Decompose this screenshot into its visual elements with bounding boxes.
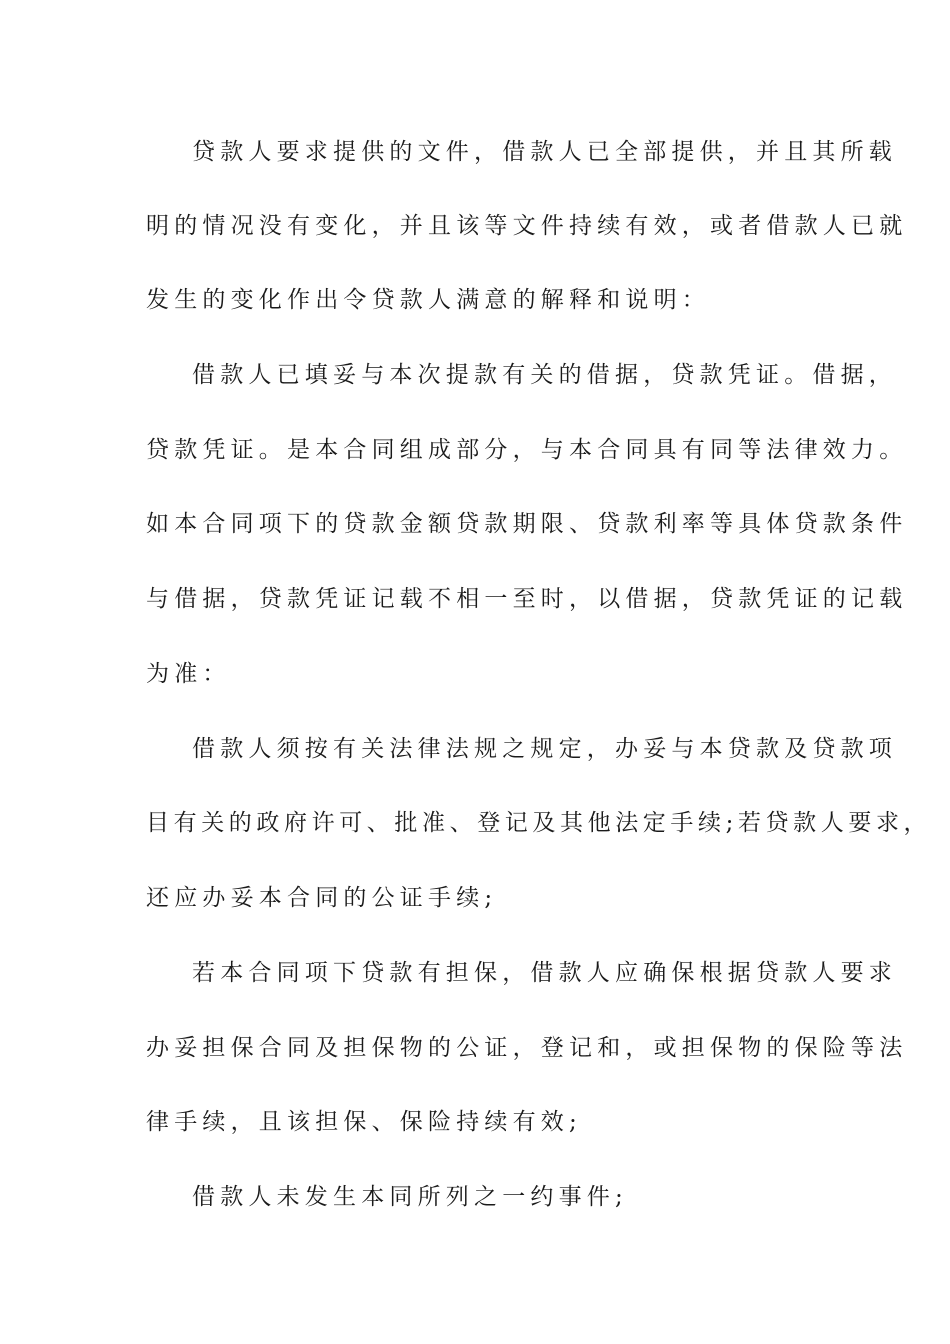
paragraph-3-line-1: 借款人须按有关法律法规之规定，办妥与本贷款及贷款项: [192, 736, 897, 762]
paragraph-4-line-1: 若本合同项下贷款有担保，借款人应确保根据贷款人要求: [192, 960, 897, 986]
paragraph-5-line-1: 借款人未发生本同所列之一约事件;: [192, 1184, 628, 1210]
paragraph-3-line-2: 目有关的政府许可、批准、登记及其他法定手续;若贷款人要求，: [146, 810, 932, 836]
paragraph-1-line-2: 明的情况没有变化，并且该等文件持续有效，或者借款人已就: [146, 213, 908, 239]
paragraph-2-line-1: 借款人已填妥与本次提款有关的借据，贷款凭证。借据，: [192, 362, 897, 388]
paragraph-2-line-2: 贷款凭证。是本合同组成部分，与本合同具有同等法律效力。: [146, 437, 908, 463]
paragraph-2-line-5: 为准：: [146, 661, 231, 687]
paragraph-2-line-4: 与借据，贷款凭证记载不相一至时，以借据，贷款凭证的记载: [146, 586, 908, 612]
paragraph-3-line-3: 还应办妥本合同的公证手续;: [146, 885, 498, 911]
paragraph-4-line-2: 办妥担保合同及担保物的公证，登记和，或担保物的保险等法: [146, 1035, 908, 1061]
paragraph-2-line-3: 如本合同项下的贷款金额贷款期限、贷款利率等具体贷款条件: [146, 511, 908, 537]
paragraph-4-line-3: 律手续，且该担保、保险持续有效;: [146, 1109, 582, 1135]
paragraph-1-line-1: 贷款人要求提供的文件，借款人已全部提供，并且其所载: [192, 139, 897, 165]
paragraph-1-line-3: 发生的变化作出令贷款人满意的解释和说明：: [146, 287, 710, 313]
